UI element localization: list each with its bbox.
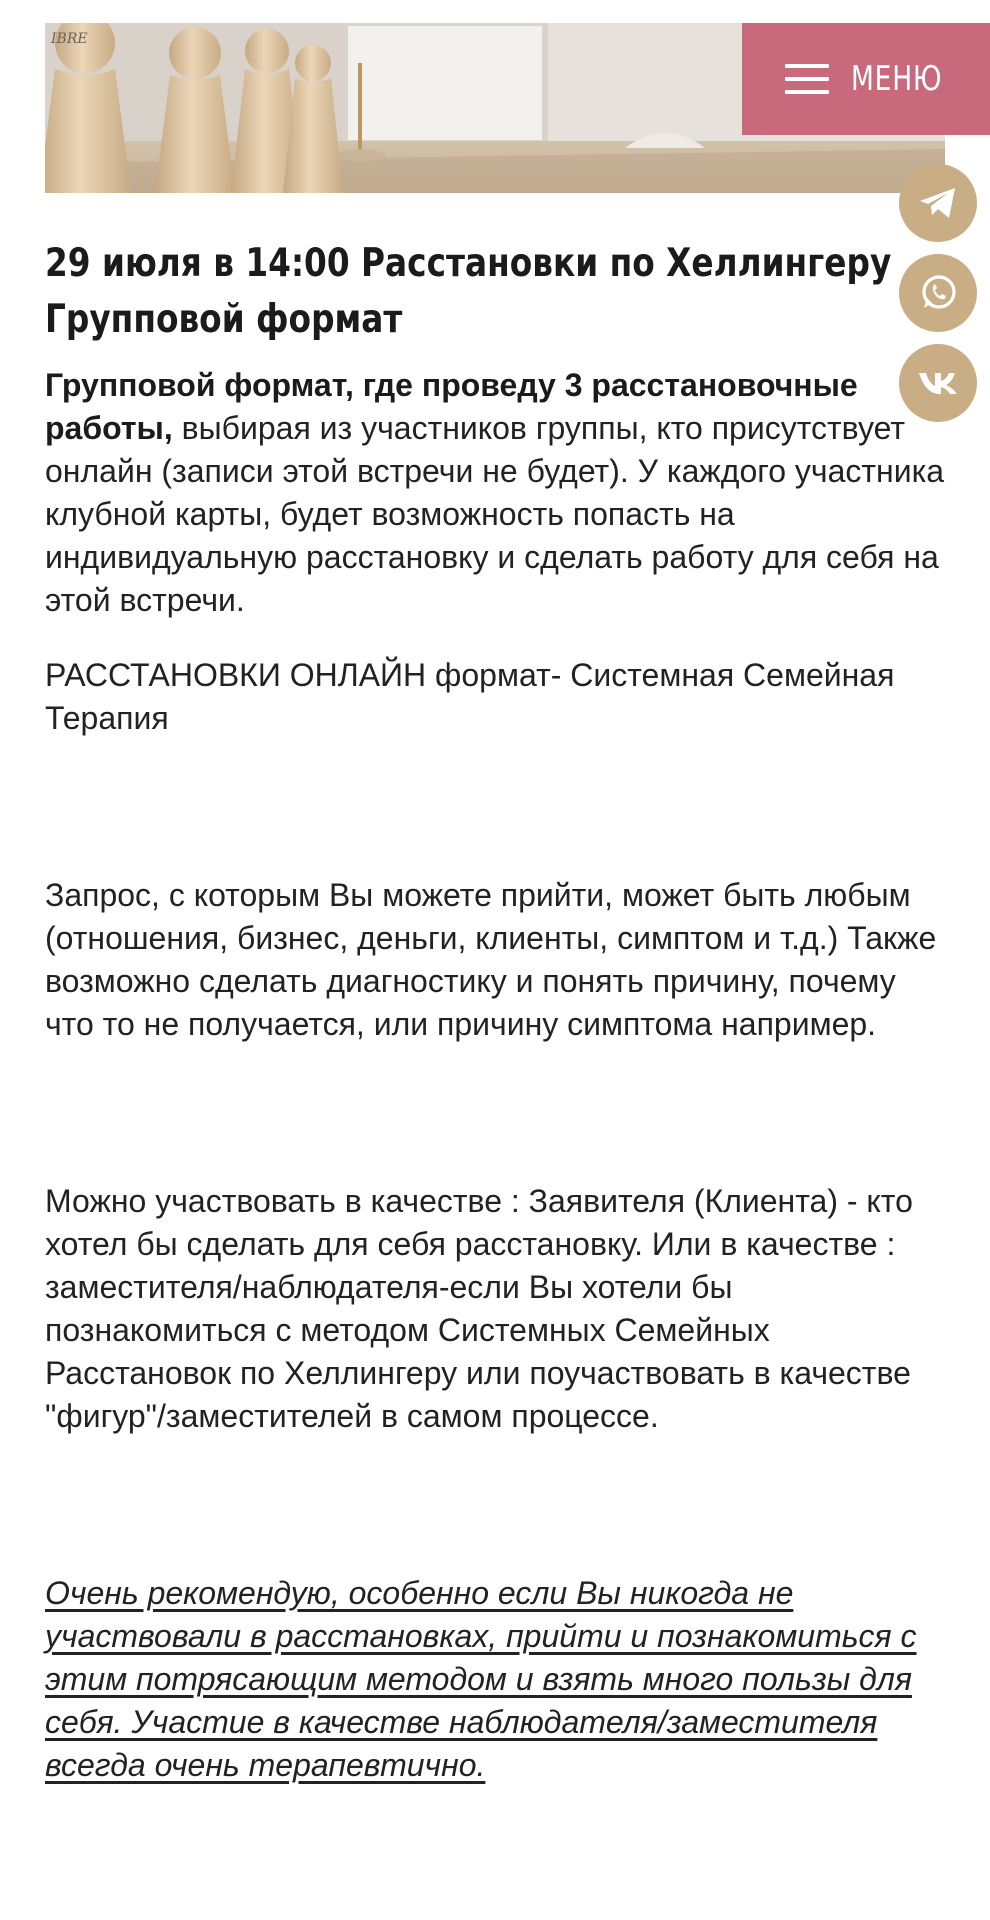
recommendation-paragraph: Очень рекомендую, особенно если Вы никогда не участвовали в расстановках, прийти и познакомиться с этим потрясающим методом и взять много пользы для себя. Участие в качестве наблюдателя/заместителя всегда очень терапевтично. <box>45 1575 917 1783</box>
participation-paragraph: Можно участвовать в качестве : Заявителя (Клиента) - кто хотел бы сделать для себя расстановку. Или в качестве : заместителя/наблюдателя-если Вы хотели бы познакомиться с методом Системных Семейных Расстановок по Хеллингеру или поучаствовать в качестве "фигур"/заместителей в самом процессе. <box>45 1183 913 1434</box>
title-line-2: Групповой формат <box>45 297 403 342</box>
telegram-button[interactable] <box>899 164 977 242</box>
intro-paragraph <box>45 364 945 622</box>
menu-label: МЕНЮ <box>851 59 943 99</box>
intro-text: выбирая из участников группы, кто присутствует онлайн (записи этой встречи не будет). У каждого участника клубной карты, будет возможность попасть на индивидуальную расстановку и сделать работу для себя на этой встречи. <box>45 410 945 618</box>
menu-button[interactable] <box>742 23 990 135</box>
request-paragraph: Запрос, с которым Вы можете прийти, может быть любым (отношения, бизнес, деньги, клиенты, симптом и т.д.) Также возможно сделать диагностику и понять причину, почему что то не получается, или причину симптома например. <box>45 877 937 1042</box>
title-line-1: 29 июля в 14:00 Расстановки по Хеллингеру <box>45 241 892 286</box>
article <box>45 236 945 1787</box>
intro-bold-text: Групповой формат, где проведу 3 расстановочные работы, <box>45 367 858 446</box>
hero-logo-text: IBRE <box>51 31 88 47</box>
page-title <box>45 236 935 348</box>
hamburger-icon <box>785 64 829 94</box>
telegram-icon <box>918 186 958 220</box>
format-paragraph: РАССТАНОВКИ ОНЛАЙН формат- Системная Семейная Терапия <box>45 657 895 736</box>
